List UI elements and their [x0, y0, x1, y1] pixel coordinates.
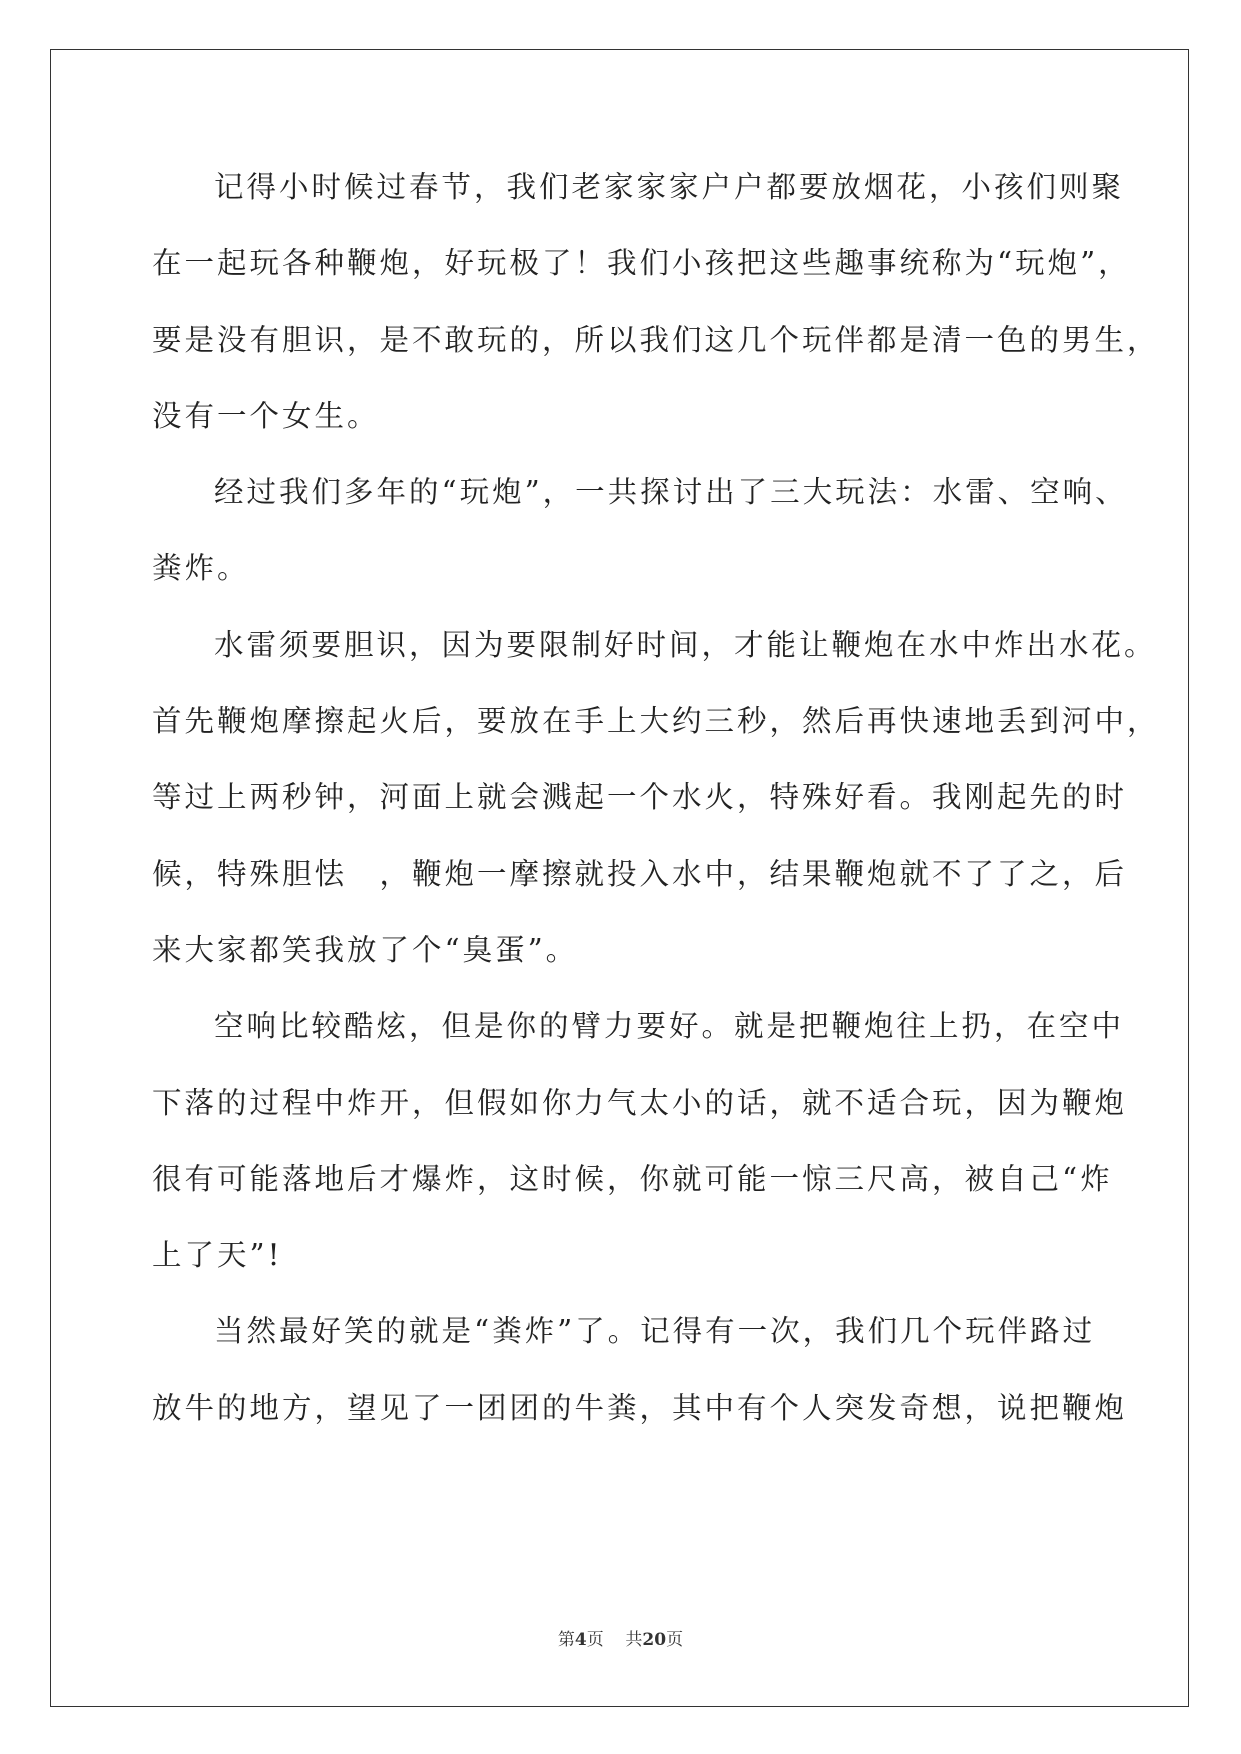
- text-line: 空响比较酷炫，但是你的臂力要好。就是把鞭炮往上扔，在空中: [214, 1009, 1125, 1044]
- footer-total-prefix: 共: [625, 1630, 643, 1650]
- footer-prefix: 第: [557, 1630, 575, 1650]
- page-footer: [0, 1625, 1241, 1650]
- text-line: 粪炸。: [152, 551, 250, 586]
- text-line: 要是没有胆识，是不敢玩的，所以我们这几个玩伴都是清一色的男生，: [152, 322, 1160, 357]
- document-body: [152, 162, 1160, 1459]
- text-line: 经过我们多年的“玩炮”，一共探讨出了三大玩法：水雷、空响、: [214, 475, 1128, 510]
- page-number: 4: [574, 1630, 587, 1650]
- text-line: 水雷须要胆识，因为要限制好时间，才能让鞭炮在水中炸出水花。: [214, 627, 1157, 662]
- text-line: 候，特殊胆怯 ，鞭炮一摩擦就投入水中，结果鞭炮就不了了之，后: [152, 856, 1128, 891]
- text-line: 下落的过程中炸开，但假如你力气太小的话，就不适合玩，因为鞭炮: [152, 1085, 1128, 1120]
- footer-total-suffix: 页: [666, 1630, 684, 1650]
- text-line: 等过上两秒钟，河面上就会溅起一个水火，特殊好看。我刚起先的时: [152, 780, 1128, 815]
- text-line: 在一起玩各种鞭炮，好玩极了！我们小孩把这些趣事统称为“玩炮”，: [152, 246, 1131, 281]
- text-line: 上了天”!: [152, 1238, 283, 1273]
- text-line: 来大家都笑我放了个“臭蛋”。: [152, 932, 579, 967]
- text-line: 当然最好笑的就是“粪炸”了。记得有一次，我们几个玩伴路过: [214, 1314, 1096, 1349]
- text-line: 首先鞭炮摩擦起火后，要放在手上大约三秒，然后再快速地丢到河中，: [152, 704, 1160, 739]
- text-line: 很有可能落地后才爆炸，这时候，你就可能一惊三尺高，被自己“炸: [152, 1161, 1113, 1196]
- total-pages: 20: [642, 1630, 667, 1650]
- footer-page-suffix: 页: [586, 1630, 604, 1650]
- text-line: 放牛的地方，望见了一团团的牛粪，其中有个人突发奇想，说把鞭炮: [152, 1390, 1128, 1425]
- text-line: 没有一个女生。: [152, 398, 380, 433]
- text-line: 记得小时候过春节，我们老家家家户户都要放烟花，小孩们则聚: [214, 170, 1125, 204]
